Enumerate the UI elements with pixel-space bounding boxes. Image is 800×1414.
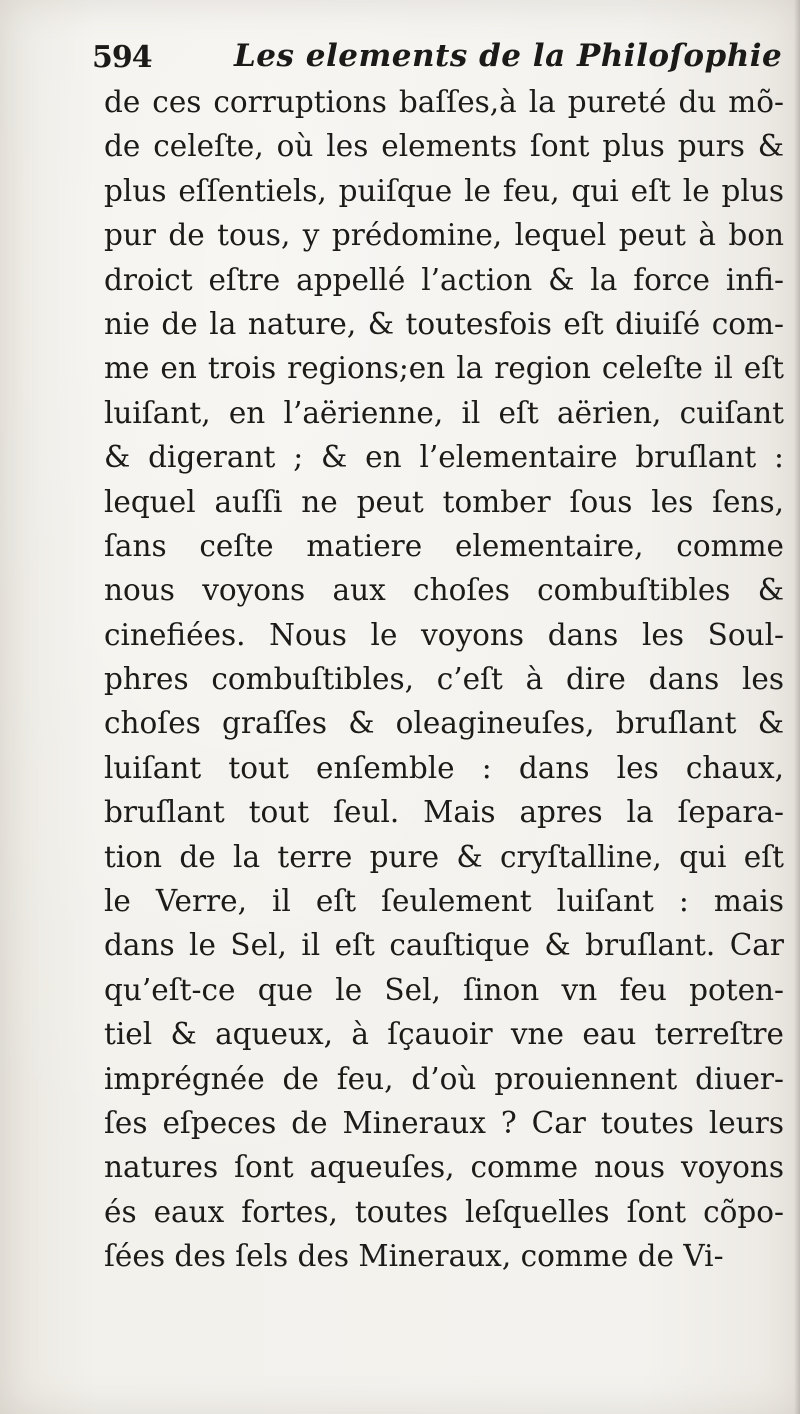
text-line: qu’eſt-ce que le Sel, ſinon vn feu poten- [104,972,784,1007]
text-line: plus eſſentiels, puiſque le feu, qui eſt le plus [104,173,784,208]
text-line: tion de la terre pure & cryſtalline, qui eſt [104,839,784,874]
text-line: pur de tous, y prédomine, lequel peut à bon [104,218,784,253]
text-line: lequel auſſi ne peut tomber ſous les ſens, [104,484,784,519]
text-line: ſes eſpeces de Mineraux ? Car toutes leurs [104,1105,784,1140]
text-line: imprégnée de feu, d’où prouiennent diuer- [104,1061,784,1096]
text-line: de celeſte, où les elements ſont plus purs & [104,129,784,164]
text-line: de ces corruptions baſſes,à la pureté du mõ- [104,85,784,119]
page-header [92,40,792,84]
running-title: Les elements de la Philoſophie [234,38,783,74]
text-line: bruſlant tout ſeul. Mais apres la ſepara- [104,795,784,830]
text-line: ſées des ſels des Mineraux, comme de Vi- [104,1239,724,1274]
text-line: ſans ceſte matiere elementaire, comme [104,528,784,563]
text-line: choſes graſſes & oleagineuſes, bruſlant & [104,706,784,741]
text-line: phres combuſtibles, c’eſt à dire dans les [104,662,784,697]
text-line: luiſant, en l’aërienne, il eſt aërien, cuiſant [104,395,784,430]
text-line: dans le Sel, il eſt cauſtique & bruſlant. Car [104,928,784,963]
text-line: nie de la nature, & toutesfois eſt diuiſé com- [104,306,784,341]
text-line: me en trois regions;en la region celeſte il eſt [104,351,784,386]
page-number: 594 [92,40,152,75]
text-line: natures ſont aqueuſes, comme nous voyons [104,1150,784,1185]
text-line: & digerant ; & en l’elementaire bruſlant : [104,440,784,475]
text-line: tiel & aqueux, à ſçauoir vne eau terreſtre [104,1017,784,1052]
text-line: és eaux fortes, toutes leſquelles ſont cõpo- [104,1194,784,1229]
body-text [104,80,784,1279]
text-line: le Verre, il eſt ſeulement luiſant : mais [104,884,784,919]
text-line: droict eſtre appellé l’action & la force infi- [104,262,784,297]
text-line: nous voyons aux choſes combuſtibles & [104,573,784,608]
text-line: luiſant tout enſemble : dans les chaux, [104,750,784,785]
text-line: cinefiées. Nous le voyons dans les Soul- [104,617,784,652]
page-edge-shadow [794,0,800,1414]
